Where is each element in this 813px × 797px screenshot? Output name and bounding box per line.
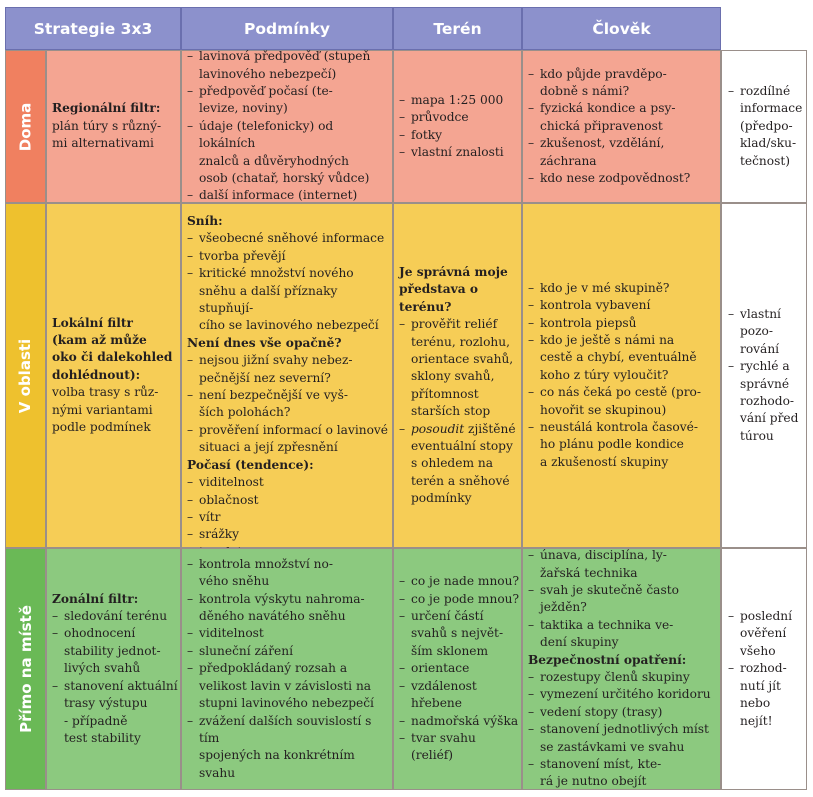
list-item: – kdo je v mé skupině? [528,280,720,297]
spot-human-cell [522,548,721,790]
list-item: – viditelnost [187,625,392,642]
list-item: – další informace (internet) [187,187,392,204]
list-item: – fyzická kondice a psy- chická připravenost [528,100,720,135]
area-filter-title: (kam až může [52,332,147,347]
list-item: – stanovení míst, kte- rá je nutno obejít [528,756,720,791]
list-item: – kontrola vybavení [528,297,720,314]
list-item: – co nás čeká po cestě (pro- hovořit se skupinou) [528,384,720,419]
spot-terrain-cell [393,548,522,790]
terrain-question: představa o terénu? [399,282,478,314]
list-item: – prověřit reliéf terénu, rozlohu, orientace svahů, sklony svahů, přítomnost starších stop [399,316,521,420]
list-item: – průvodce [399,109,521,126]
area-conditions-cell [181,203,393,548]
row-label-spot: Přímo na místě [5,548,46,790]
list-item: – ohodnocení stability jednot- livých svahů [52,625,180,677]
area-human-cell [522,203,721,548]
area-filter-cell [46,203,181,548]
list-item: – rozhod- nutí jít nebo nejít! [728,660,806,730]
list-item: – orientace [399,660,521,677]
list-item: – kontrola piepsů [528,315,720,332]
home-human-cell [522,50,721,203]
list-item: – prověření informací o lavinové situaci a její zpřesnění [187,422,392,457]
list-item: – tvar svahu (reliéf) [399,730,521,765]
list-item: – stanovení jednotlivých míst se zastávkami ve svahu [528,721,720,756]
list-item: – předpověď počasí (te- levize, noviny) [187,83,392,118]
list-item: – není bezpečnější ve vyš- ších polohách? [187,387,392,422]
list-item: – lavinová předpověď (stupeň lavinového nebezpečí) [187,48,392,83]
list-item: – svah je skutečně často ježděn? [528,582,720,617]
list-item: – vlastní pozo- rování [728,306,806,358]
list-item: – vedení stopy (trasy) [528,704,720,721]
area-filter-line: podle podmínek [52,420,151,435]
list-item: – sluneční záření [187,643,392,660]
home-filter-cell [46,50,181,203]
weather-title: Počasí (tendence): [187,457,314,472]
terrain-question: Je správná moje [399,265,508,279]
home-extra-cell [721,50,807,203]
list-item: – kdo nese zodpovědnost? [528,170,720,187]
list-item: – předpokládaný rozsah a velikost lavin v závislosti na stupni lavinového nebezpečí [187,660,392,712]
list-item: – zvážení dalších souvislostí s tím spojených na konkrétním svahu [187,713,392,783]
list-item: – vítr [187,509,392,526]
safety-title: Bezpečnostní opatření: [528,652,687,667]
area-filter-line: nými variantami [52,402,153,417]
list-item: – taktika a technika ve- dení skupiny [528,617,720,652]
list-item: – posoudit zjištěné eventuální stopy s ohledem na terén a sněhové podmínky [399,421,521,508]
list-item: – rozestupy členů skupiny [528,669,720,686]
spot-filter-title: Zonální filtr: [52,591,139,606]
header-terrain: Terén [393,7,522,50]
area-extra-cell [721,203,807,548]
list-item: – všeobecné sněhové informace [187,230,392,247]
list-item: – kdo je ještě s námi na cestě a chybí, eventuálně koho z túry vyloučit? [528,332,720,384]
area-filter-title: Lokální filtr [52,315,133,330]
list-item: – stanovení aktuální trasy výstupu - případně test stability [52,678,180,748]
home-filter-line: mi alternativami [52,136,154,151]
list-item: – fotky [399,127,521,144]
list-item: – kdo půjde pravděpo- dobně s námi? [528,66,720,101]
spot-extra-cell [721,548,807,790]
header-strategy: Strategie 3x3 [5,7,181,50]
list-item: – únava, disciplína, ly- žařská technika [528,547,720,582]
area-filter-title: oko či dalekohled [52,350,173,365]
spot-conditions-cell [181,548,393,790]
home-conditions-cell [181,50,393,203]
opposite-title: Není dnes vše opačně? [187,335,342,350]
list-item: – oblačnost [187,492,392,509]
list-item: – viditelnost [187,474,392,491]
list-item: – sledování terénu [52,608,180,625]
list-item: – tvorba převějí [187,248,392,265]
header-conditions: Podmínky [181,7,393,50]
row-label-home: Doma [5,50,46,203]
header-human: Člověk [522,7,721,50]
home-terrain-cell [393,50,522,203]
list-item: – vzdálenost hřebene [399,678,521,713]
row-label-area: V oblasti [5,203,46,548]
area-terrain-cell [393,203,522,548]
snow-title: Sníh: [187,214,223,228]
list-item: – vlastní znalosti [399,144,521,161]
list-item: – kritické množství nového sněhu a další příznaky stupňují- cího se lavinového nebezpečí [187,265,392,335]
home-filter-line: plán túry s různý- [52,118,162,133]
list-item: – poslední ověření všeho [728,608,806,660]
list-item: – údaje (telefonicky) od lokálních znalců a důvěryhodných osob (chatař, horský vůdce) [187,118,392,188]
spot-filter-cell [46,548,181,790]
list-item: – srážky [187,526,392,543]
list-item: – zkušenost, vzdělání, záchrana [528,135,720,170]
list-item: – rychlé a správné rozhodo- vání před túrou [728,358,806,445]
list-item: – kontrola výskytu nahroma- děného navátého sněhu [187,591,392,626]
list-item: – rozdílné informace (předpo- klad/sku- tečnost) [728,83,806,170]
area-filter-line: volba trasy s růz- [52,385,159,400]
list-item: – vymezení určitého koridoru [528,686,720,703]
list-item: – nejsou jižní svahy nebez- pečnější nez severní? [187,352,392,387]
list-item: – kontrola množství no- vého sněhu [187,556,392,591]
list-item: – mapa 1:25 000 [399,92,521,109]
list-item: – co je nade mnou? [399,573,521,590]
list-item: – neustálá kontrola časové- ho plánu podle kondice a zkušeností skupiny [528,419,720,471]
area-filter-title: dohlédnout): [52,367,141,382]
list-item: – určení částí svahů s největ- ším sklonem [399,608,521,660]
list-item: – nadmořská výška [399,713,521,730]
list-item: – co je pode mnou? [399,591,521,608]
home-filter-title: Regionální filtr: [52,101,161,116]
